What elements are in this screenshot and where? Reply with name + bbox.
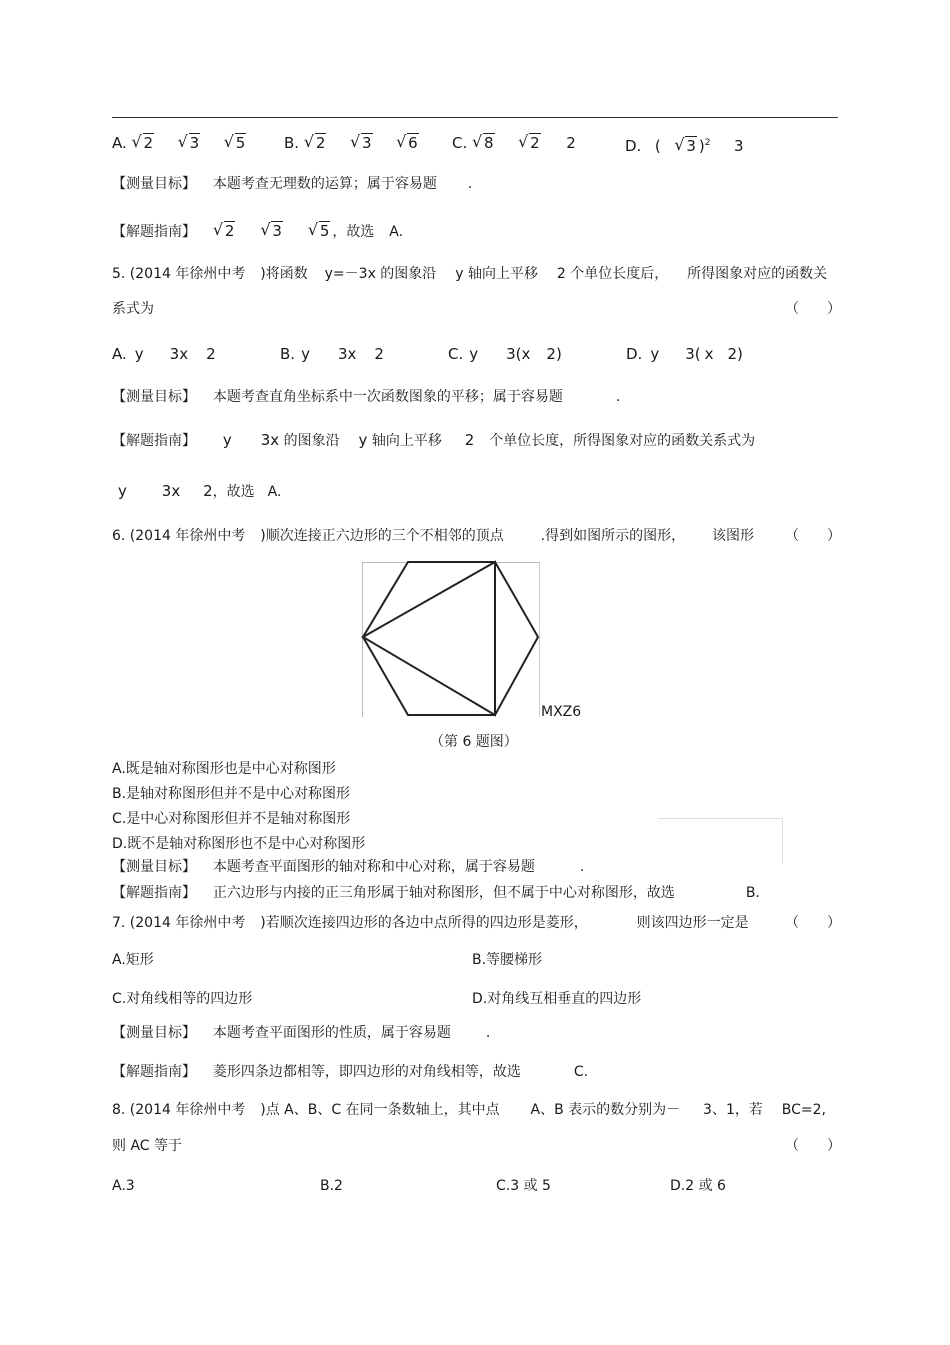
stem-part: 6. (2014 年徐州中考: [112, 528, 246, 544]
term: y: [650, 345, 660, 363]
radicand: 3: [189, 134, 200, 152]
guide-text: 轴向上平移: [371, 433, 442, 449]
stem-part: y=－3x 的图象沿: [324, 266, 437, 282]
q5-option-c: [448, 345, 562, 363]
term: y: [222, 431, 232, 449]
q8-stem-cont: 则 AC 等于: [112, 1138, 183, 1154]
goal-label: 【测量目标】: [112, 176, 196, 192]
q6-option-a: A.既是轴对称图形也是中心对称图形: [112, 761, 336, 777]
term: 3(: [685, 345, 701, 363]
stem-part: )顺次连接正六边形的三个不相邻的顶点: [260, 528, 504, 544]
q7-stem: [112, 914, 749, 932]
stem-part: )若顺次连接四边形的各边中点所得的四边形是菱形，: [260, 915, 588, 931]
term: 3(x: [506, 345, 531, 363]
guide-tail: ，故选: [212, 484, 255, 500]
q5-option-d: [626, 345, 743, 363]
paren-open: (: [654, 137, 661, 155]
option-label: B.: [284, 134, 300, 152]
term: x: [704, 345, 714, 363]
stem-part: 所得图象对应的函数关: [687, 266, 828, 282]
q5-result: [118, 482, 281, 501]
q6-option-b: B.是轴对称图形但并不是中心对称图形: [112, 786, 351, 802]
sqrt-term: [260, 222, 283, 240]
goal-dot: .: [615, 389, 621, 405]
q4-option-c: [452, 134, 576, 152]
top-rule: [112, 117, 838, 118]
guide-text: 的图象沿: [283, 433, 340, 449]
radicand: 2: [224, 222, 235, 240]
q4-option-d: [625, 134, 744, 155]
sqrt-term: [472, 134, 495, 152]
sqrt-term: [224, 134, 247, 152]
term: 2): [727, 345, 743, 363]
option-label: C.: [452, 134, 468, 152]
sqrt-term: [350, 134, 373, 152]
radicand: 5: [319, 222, 330, 240]
sqrt-term: [304, 134, 327, 152]
q5-option-b: [280, 345, 384, 363]
guide-tail: ，故选: [332, 224, 375, 240]
guide-label: 【解题指南】: [112, 885, 196, 901]
hexagon-triangle-figure: [360, 560, 540, 718]
stem-part: y 轴向上平移: [455, 266, 538, 282]
figure-caption: （第 6 题图）: [430, 734, 518, 750]
answer-paren: （ ）: [785, 1138, 841, 1154]
q5-stem: [112, 265, 827, 283]
term: 2): [546, 345, 562, 363]
q6-option-d: D.既不是轴对称图形也不是中心对称图形: [112, 836, 366, 852]
goal-dot: .: [467, 176, 473, 192]
goal-label: 【测量目标】: [112, 1025, 196, 1041]
faint-line: [782, 818, 783, 864]
term: 3x: [337, 345, 357, 363]
radicand: 3: [272, 222, 282, 240]
q5-stem-cont: 系式为: [112, 301, 154, 317]
q5-goal: [112, 388, 620, 406]
q7-goal: [112, 1024, 490, 1042]
q8-option-b: B.2: [320, 1178, 343, 1194]
stem-part: 2 个单位长度后，: [556, 266, 669, 282]
goal-dot: .: [485, 1025, 491, 1041]
stem-part: .得到如图所示的图形，: [540, 528, 686, 544]
answer-paren: （ ）: [785, 528, 841, 544]
term: y: [469, 345, 479, 363]
term: 2: [374, 345, 384, 363]
radicand: 8: [484, 134, 494, 152]
q8-option-c: C.3 或 5: [496, 1178, 551, 1194]
sqrt-term: [674, 137, 697, 155]
stem-part: BC=2,: [781, 1102, 827, 1118]
stem-part: 则该四边形一定是: [636, 915, 749, 931]
answer-paren: （ ）: [785, 915, 841, 931]
radicand: 2: [315, 134, 326, 152]
sqrt-term: [178, 134, 201, 152]
option-label: B.: [280, 345, 296, 363]
term: 2: [203, 482, 213, 500]
faint-line: [658, 818, 782, 819]
paren-close: ): [698, 137, 705, 155]
guide-label: 【解题指南】: [112, 224, 196, 240]
goal-text: 本题考查平面图形的轴对称和中心对称，属于容易题: [212, 859, 535, 875]
term: y: [358, 431, 368, 449]
option-label: D.: [625, 137, 642, 155]
q4-option-a: [112, 134, 248, 152]
term: 3: [734, 137, 744, 155]
term: y: [134, 345, 144, 363]
q6-option-c: C.是中心对称图形但并不是轴对称图形: [112, 811, 351, 827]
guide-answer: C.: [573, 1064, 589, 1080]
q7-option-d: D.对角线互相垂直的四边形: [472, 991, 642, 1007]
sqrt-term: [396, 134, 419, 152]
stem-part: )将函数: [260, 266, 308, 282]
goal-label: 【测量目标】: [112, 859, 196, 875]
stem-part: 8. (2014 年徐州中考: [112, 1102, 246, 1118]
radicand: 3: [686, 137, 696, 155]
option-label: C.: [448, 345, 464, 363]
goal-dot: .: [579, 859, 585, 875]
guide-text: 个单位长度，所得图象对应的函数关系式为: [489, 433, 756, 449]
guide-answer: A.: [267, 484, 282, 500]
stem-part: 7. (2014 年徐州中考: [112, 915, 246, 931]
radicand: 3: [361, 134, 372, 152]
q7-guide: [112, 1063, 588, 1081]
q8-option-a: A.3: [112, 1178, 135, 1194]
sqrt-term: [518, 134, 541, 152]
radicand: 6: [408, 134, 418, 152]
q5-guide: [112, 431, 755, 450]
term: 3x: [161, 482, 181, 500]
guide-answer: A.: [389, 224, 404, 240]
goal-label: 【测量目标】: [112, 389, 196, 405]
stem-part: 3、1，若: [703, 1102, 763, 1118]
q4-option-b: [284, 134, 421, 152]
term: 2: [206, 345, 216, 363]
goal-text: 本题考查平面图形的性质，属于容易题: [212, 1025, 451, 1041]
guide-label: 【解题指南】: [112, 433, 196, 449]
sqrt-term: [213, 222, 236, 240]
sqrt-term: [308, 222, 331, 240]
radicand: 2: [143, 134, 154, 152]
term: 3x: [169, 345, 189, 363]
sqrt-term: [132, 134, 155, 152]
exponent: 2: [704, 138, 711, 148]
stem-part: A、B 表示的数分别为－: [530, 1102, 681, 1118]
q8-stem: [112, 1101, 826, 1119]
q6-goal: [112, 858, 584, 876]
stem-part: 该图形: [712, 528, 754, 544]
stem-part: 5. (2014 年徐州中考: [112, 266, 246, 282]
goal-text: 本题考查无理数的运算；属于容易题: [212, 176, 437, 192]
answer-paren: （ ）: [785, 301, 841, 317]
figure-tag: MXZ6: [541, 704, 582, 720]
guide-answer: B.: [745, 885, 760, 901]
q4-guide: [112, 222, 403, 241]
radicand: 2: [530, 134, 540, 152]
q7-option-a: A.矩形: [112, 952, 154, 968]
term: y: [301, 345, 310, 363]
q6-stem: [112, 527, 754, 545]
q8-option-d: D.2 或 6: [670, 1178, 726, 1194]
guide-text: 菱形四条边都相等，即四边形的对角线相等，故选: [212, 1064, 521, 1080]
stem-part: )点 A、B、C 在同一条数轴上，其中点: [260, 1102, 500, 1118]
term: 3x: [260, 431, 280, 449]
goal-text: 本题考查直角坐标系中一次函数图象的平移；属于容易题: [212, 389, 563, 405]
q7-option-b: B.等腰梯形: [472, 952, 543, 968]
q6-guide: [112, 884, 760, 902]
hexagon-shape: [363, 562, 538, 715]
guide-label: 【解题指南】: [112, 1064, 196, 1080]
guide-text: 正六边形与内接的正三角形属于轴对称图形，但不属于中心对称图形，故选: [212, 885, 675, 901]
q4-goal: [112, 175, 472, 193]
q5-option-a: [112, 345, 216, 363]
option-label: D.: [626, 345, 643, 363]
term: y: [118, 482, 127, 500]
option-label: A.: [112, 345, 127, 363]
term: 2: [566, 134, 576, 152]
option-label: A.: [112, 134, 127, 152]
inscribed-triangle: [363, 562, 495, 715]
term: 2: [464, 431, 475, 449]
q7-option-c: C.对角线相等的四边形: [112, 991, 253, 1007]
radicand: 5: [235, 134, 246, 152]
